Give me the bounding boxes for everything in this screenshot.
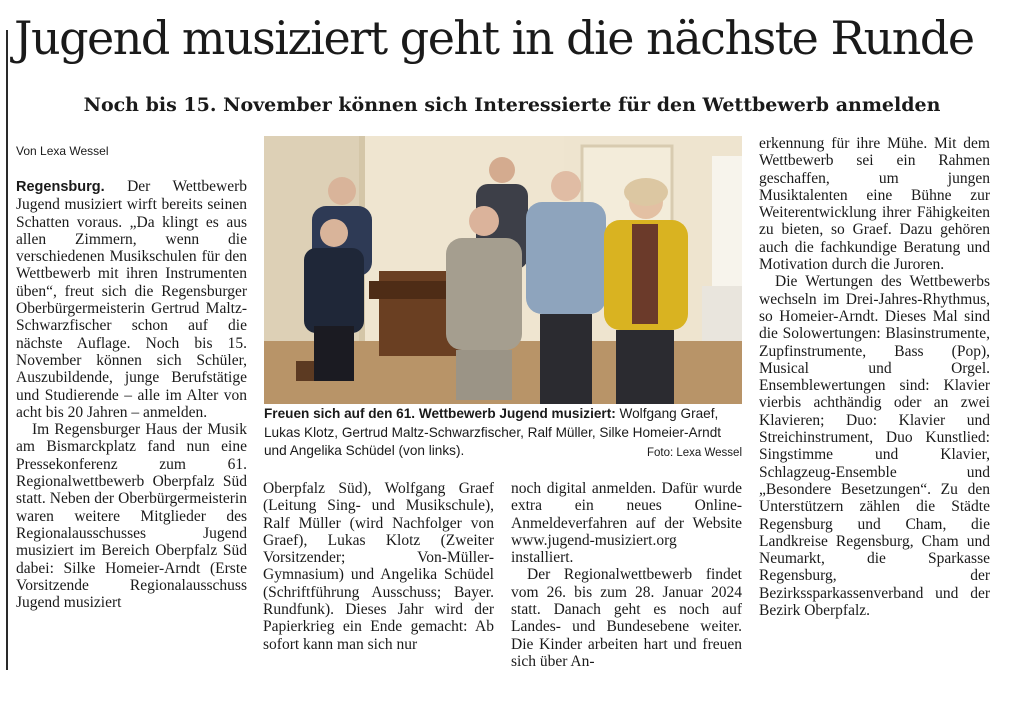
dateline: Regensburg. <box>16 179 105 195</box>
paragraph: Der Regionalwettbewerb findet vom 26. bis zum 28. Januar 2024 statt. Danach geht es noch auf Landes- und Bundesebene weiter. Die Kinder arbeiten hart und freuen sich über An- <box>511 566 742 670</box>
paragraph <box>16 178 247 421</box>
photo-illustration <box>264 136 742 404</box>
article-column-1 <box>16 178 247 676</box>
subheadline: Noch bis 15. November können sich Interessierte für den Wettbewerb anmelden <box>83 94 941 116</box>
caption-lead: Freuen sich auf den 61. Wettbewerb Jugend musiziert: <box>264 406 616 421</box>
left-margin-rule <box>6 30 8 670</box>
paragraph: Im Regensburger Haus der Musik am Bismarckplatz fand nun eine Pressekonferenz zum 61. Regionalwettbewerb Oberpfalz Süd statt. Neben der Oberbürgermeisterin waren weitere Mitglieder des Regionalausschusses Jugend musiziert im Bereich Oberpfalz Süd dabei: Silke Homeier-Arndt (Erste Vorsitzende Regionalausschuss Jugend musiziert <box>16 421 247 612</box>
photo-credit: Foto: Lexa Wessel <box>646 447 742 459</box>
paragraph: Oberpfalz Süd), Wolfgang Graef (Leitung Sing- und Musikschule), Ralf Müller (wird Nachfolger von Graef), Lukas Klotz (Zweiter Vorsitzender; Von-Müller-Gymnasium) und Angelika Schüdel (Schriftführung Ausschuss; Bayer. Rundfunk). Dieses Jahr wird der Papierkrieg ein Ende gemacht: Ab sofort kann man sich nur <box>263 480 494 653</box>
article-column-4 <box>759 135 990 675</box>
paragraph-text: Der Wettbewerb Jugend musiziert wirft bereits seinen Schatten voraus. „Da klingt es aus allen Zimmern, wenn die verschiedenen Musikschulen für den Wettbewerb mit ihren Instrumenten üben“, freut sich die Regensburger Oberbürgermeisterin Gertrud Maltz-Schwarzfischer schon auf die nächste Auflage. Noch bis 15. November können sich Schüler, Auszubildende, junge Berufstätige und Studierende – alle im Alter von acht bis 20 Jahren – anmelden. <box>16 178 247 421</box>
paragraph: Die Wertungen des Wettbewerbs wechseln im Drei-Jahres-Rhythmus, so Homeier-Arndt. Dieses Mal sind die Solowertungen: Blasinstrumente, Zupfinstrumente, Bass (Pop), Musical und Orgel. Ensemblewertungen sind: Klavier vierbis achthändig oder an zwei Klavieren; Duo: Klavier und Streichinstrument, Duo Kunstlied: Singstimme und Klavier, Schlagzeug-Ensemble und „Besondere Besetzungen“. Zu den Unterstützern zählen die Städte Regensburg und Cham, die Landkreise Regensburg, Cham und Neumarkt, die Sparkasse Regensburg, der Bezirkssparkassenverband und der Bezirk Oberpfalz. <box>759 273 990 620</box>
caption-text: Wolfgang Graef, Lukas Klotz, Gertrud Maltz-Schwarzfischer, Ralf Müller, Silke Homeier-Arndt und Angelika Schüdel (von links). <box>264 406 722 458</box>
headline: Jugend musiziert geht in die nächste Runde <box>14 11 974 65</box>
article-column-3 <box>511 480 742 676</box>
paragraph: erkennung für ihre Mühe. Mit dem Wettbewerb sei ein Rahmen geschaffen, um jungen Musiktalenten eine Bühne zur Weiterentwicklung ihrer Fähigkeiten zu bieten, so Graef. Dazu gehören auch die fachkundige Beratung und Motivation durch die Juroren. <box>759 135 990 274</box>
photo-caption <box>264 405 742 463</box>
article-column-2 <box>263 480 494 676</box>
group-photo <box>264 136 742 404</box>
byline: Von Lexa Wessel <box>16 144 109 158</box>
paragraph: noch digital anmelden. Dafür wurde extra ein neues Online-Anmeldeverfahren auf der Website www.jugend-musiziert.org installiert. <box>511 480 742 567</box>
